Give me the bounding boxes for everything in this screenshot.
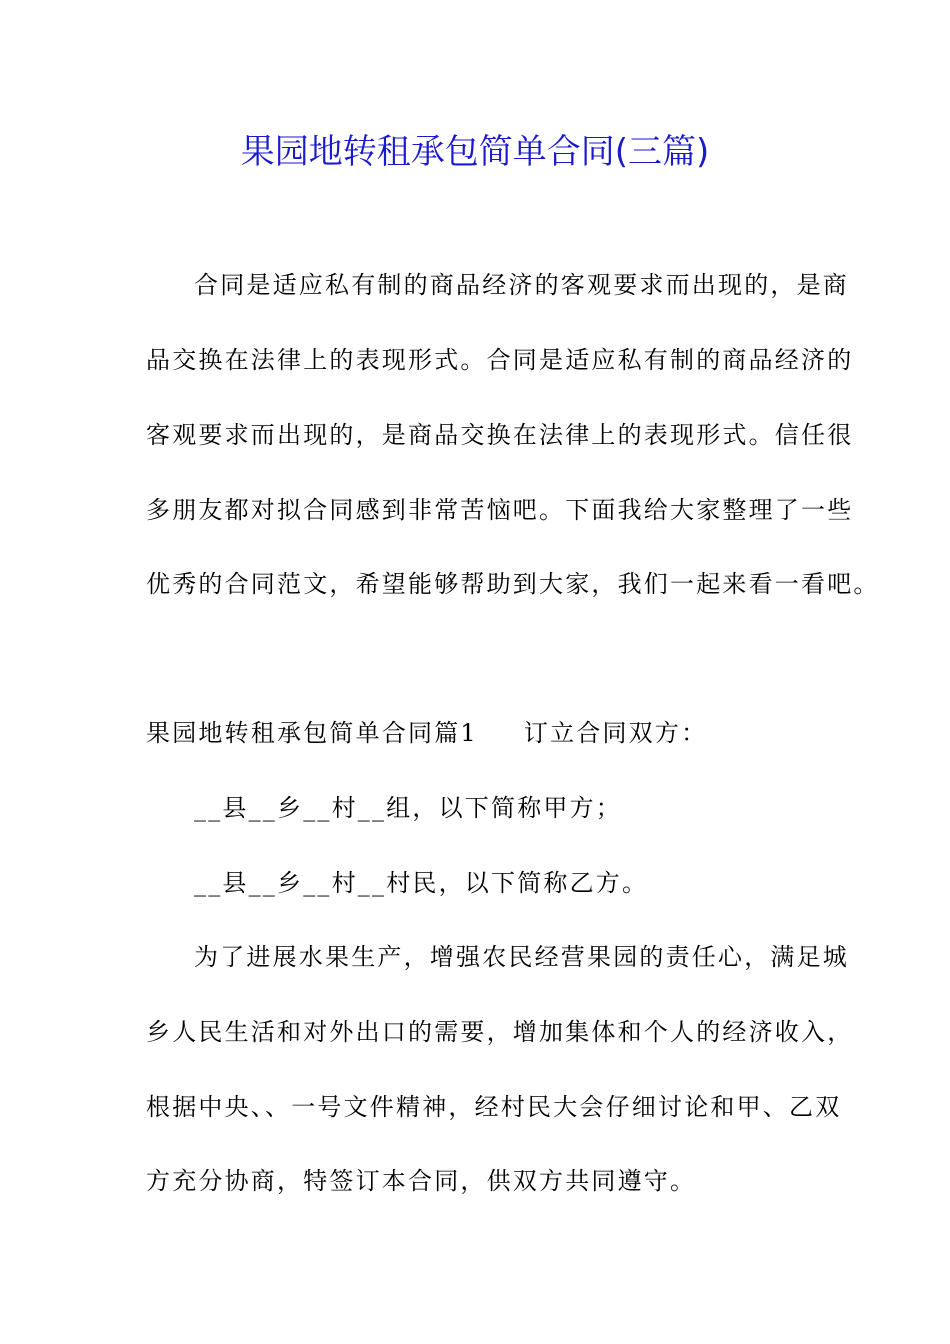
body-line-2: 乡人民生活和对外出口的需要，增加集体和个人的经济收入， (146, 1018, 854, 1046)
party-a-line: __县__乡__村__组，以下简称甲方； (194, 794, 622, 822)
body-line-3: 根据中央、、一号文件精神，经村民大会仔细讨论和甲、乙双 (146, 1093, 842, 1121)
section-heading-line (146, 716, 707, 750)
intro-line-5: 优秀的合同范文，希望能够帮助到大家，我们一起来看一看吧。 (146, 570, 880, 598)
section-subheading: 订立合同双方： (523, 719, 708, 747)
intro-line-3: 客观要求而出现的，是商品交换在法律上的表现形式。信任很 (146, 421, 854, 449)
intro-line-4: 多朋友都对拟合同感到非常苦恼吧。下面我给大家整理了一些 (146, 496, 854, 524)
body-line-1: 为了进展水果生产，增强农民经营果园的责任心，满足城 (194, 943, 849, 971)
document-title: 果园地转租承包简单合同(三篇) (240, 132, 710, 172)
body-line-4: 方充分协商，特签订本合同，供双方共同遵守。 (146, 1167, 697, 1195)
intro-line-1: 合同是适应私有制的商品经济的客观要求而出现的，是商 (194, 271, 849, 299)
section-heading: 果园地转租承包简单合同篇1 (146, 719, 478, 747)
intro-line-2: 品交换在法律上的表现形式。合同是适应私有制的商品经济的 (146, 346, 854, 374)
party-b-line: __县__乡__村__村民，以下简称乙方。 (194, 869, 649, 897)
